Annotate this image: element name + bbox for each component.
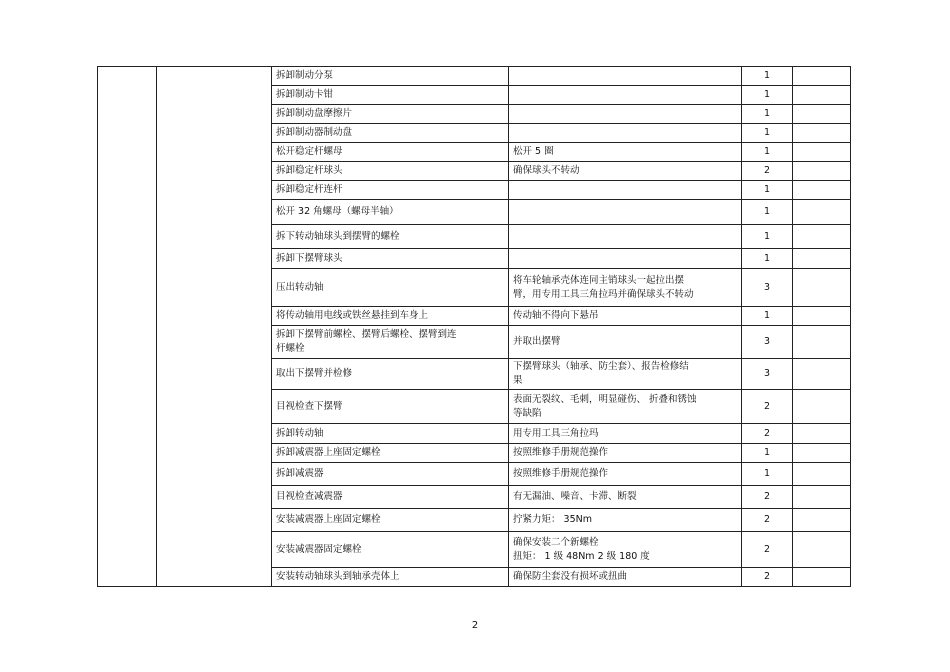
note-cell: [509, 124, 742, 143]
qty-cell: 3: [742, 359, 793, 390]
note-cell: [509, 200, 742, 225]
step-cell: [272, 326, 509, 359]
qty-cell: 1: [742, 181, 793, 200]
step-line: 拆卸下摆臂前螺栓、摆臂后螺栓、摆臂到连: [276, 329, 457, 340]
note-line: 等缺陷: [513, 407, 542, 419]
note-line: 确保安装二个新螺栓: [513, 536, 599, 548]
qty-cell: 1: [742, 105, 793, 124]
note-cell: 传动轴不得向下悬吊: [509, 307, 742, 326]
qty-cell: 1: [742, 200, 793, 225]
step-cell: 拆卸制动卡钳: [272, 86, 509, 105]
qty-cell: 3: [742, 326, 793, 359]
note-cell: 确保防尘套没有损坏或扭曲: [509, 568, 742, 587]
blank-cell: [793, 162, 851, 181]
note-cell: [509, 249, 742, 269]
blank-cell: [793, 269, 851, 307]
blank-cell: [793, 86, 851, 105]
qty-cell: 2: [742, 509, 793, 532]
qty-cell: 2: [742, 532, 793, 568]
qty-cell: 1: [742, 307, 793, 326]
note-line: 下摆臂球头（轴承、防尘套）、报告检修结: [513, 361, 689, 372]
note-cell: [509, 67, 742, 86]
step-line: 杆螺栓: [276, 343, 305, 354]
note-cell: [509, 86, 742, 105]
step-cell: 拆卸减震器: [272, 463, 509, 486]
qty-cell: 1: [742, 444, 793, 463]
blank-cell: [793, 463, 851, 486]
blank-cell: [793, 424, 851, 444]
qty-cell: 2: [742, 486, 793, 509]
merged-category-cell: [98, 67, 157, 587]
qty-cell: 1: [742, 67, 793, 86]
blank-cell: [793, 124, 851, 143]
note-cell: [509, 181, 742, 200]
note-cell: 用专用工具三角拉玛: [509, 424, 742, 444]
step-cell: 安装转动轴球头到轴承壳体上: [272, 568, 509, 587]
note-line: 表面无裂纹、毛刺，明显碰伤、 折叠和锈蚀: [513, 393, 697, 405]
note-line: 臂，用专用工具三角拉玛并确保球头不转动: [513, 288, 694, 300]
blank-cell: [793, 532, 851, 568]
qty-cell: 2: [742, 424, 793, 444]
note-cell: [509, 390, 742, 424]
blank-cell: [793, 326, 851, 359]
note-cell: 并取出摆臂: [509, 326, 742, 359]
blank-cell: [793, 568, 851, 587]
note-line: 将车轮轴承壳体连同主销球头一起拉出摆: [513, 274, 685, 286]
step-cell: 拆卸稳定杆连杆: [272, 181, 509, 200]
blank-cell: [793, 359, 851, 390]
qty-cell: 1: [742, 143, 793, 162]
note-cell: [509, 359, 742, 390]
blank-cell: [793, 390, 851, 424]
blank-cell: [793, 67, 851, 86]
table-row: [98, 67, 851, 86]
qty-cell: 1: [742, 124, 793, 143]
blank-cell: [793, 143, 851, 162]
step-cell: 松开稳定杆螺母: [272, 143, 509, 162]
qty-cell: 1: [742, 463, 793, 486]
step-cell: 安装减震器固定螺栓: [272, 532, 509, 568]
qty-cell: 1: [742, 249, 793, 269]
blank-cell: [793, 249, 851, 269]
note-line: 扭矩： 1 级 48Nm 2 级 180 度: [513, 550, 650, 562]
step-cell: 安装减震器上座固定螺栓: [272, 509, 509, 532]
step-cell: 目视检查下摆臂: [272, 390, 509, 424]
procedure-table: [97, 66, 851, 587]
step-cell: 拆卸制动分泵: [272, 67, 509, 86]
step-cell: 目视检查减震器: [272, 486, 509, 509]
step-cell: 拆卸稳定杆球头: [272, 162, 509, 181]
note-cell: 按照维修手册规范操作: [509, 444, 742, 463]
step-cell: 取出下摆臂并检修: [272, 359, 509, 390]
step-cell: 将传动轴用电线或铁丝悬挂到车身上: [272, 307, 509, 326]
note-cell: [509, 105, 742, 124]
note-cell: [509, 269, 742, 307]
step-cell: 拆下转动轴球头到摆臂的螺栓: [272, 225, 509, 249]
note-cell: 确保球头不转动: [509, 162, 742, 181]
qty-cell: 1: [742, 225, 793, 249]
note-cell: 拧紧力矩： 35Nm: [509, 509, 742, 532]
step-cell: 拆卸减震器上座固定螺栓: [272, 444, 509, 463]
step-cell: 松开 32 角螺母（螺母半轴）: [272, 200, 509, 225]
blank-cell: [793, 486, 851, 509]
merged-item-cell: [157, 67, 272, 587]
note-cell: 松开 5 圈: [509, 143, 742, 162]
blank-cell: [793, 200, 851, 225]
qty-cell: 2: [742, 390, 793, 424]
step-cell: 拆卸转动轴: [272, 424, 509, 444]
qty-cell: 2: [742, 162, 793, 181]
note-line: 果: [513, 375, 523, 386]
qty-cell: 3: [742, 269, 793, 307]
blank-cell: [793, 225, 851, 249]
page-number: 2: [471, 620, 479, 631]
note-cell: [509, 225, 742, 249]
qty-cell: 1: [742, 86, 793, 105]
step-cell: 拆卸制动器制动盘: [272, 124, 509, 143]
blank-cell: [793, 105, 851, 124]
note-cell: [509, 532, 742, 568]
step-cell: 压出转动轴: [272, 269, 509, 307]
step-cell: 拆卸下摆臂球头: [272, 249, 509, 269]
blank-cell: [793, 509, 851, 532]
note-cell: 有无漏油、噪音、卡滞、断裂: [509, 486, 742, 509]
blank-cell: [793, 444, 851, 463]
qty-cell: 2: [742, 568, 793, 587]
blank-cell: [793, 307, 851, 326]
blank-cell: [793, 181, 851, 200]
note-cell: 按照维修手册规范操作: [509, 463, 742, 486]
step-cell: 拆卸制动盘摩擦片: [272, 105, 509, 124]
